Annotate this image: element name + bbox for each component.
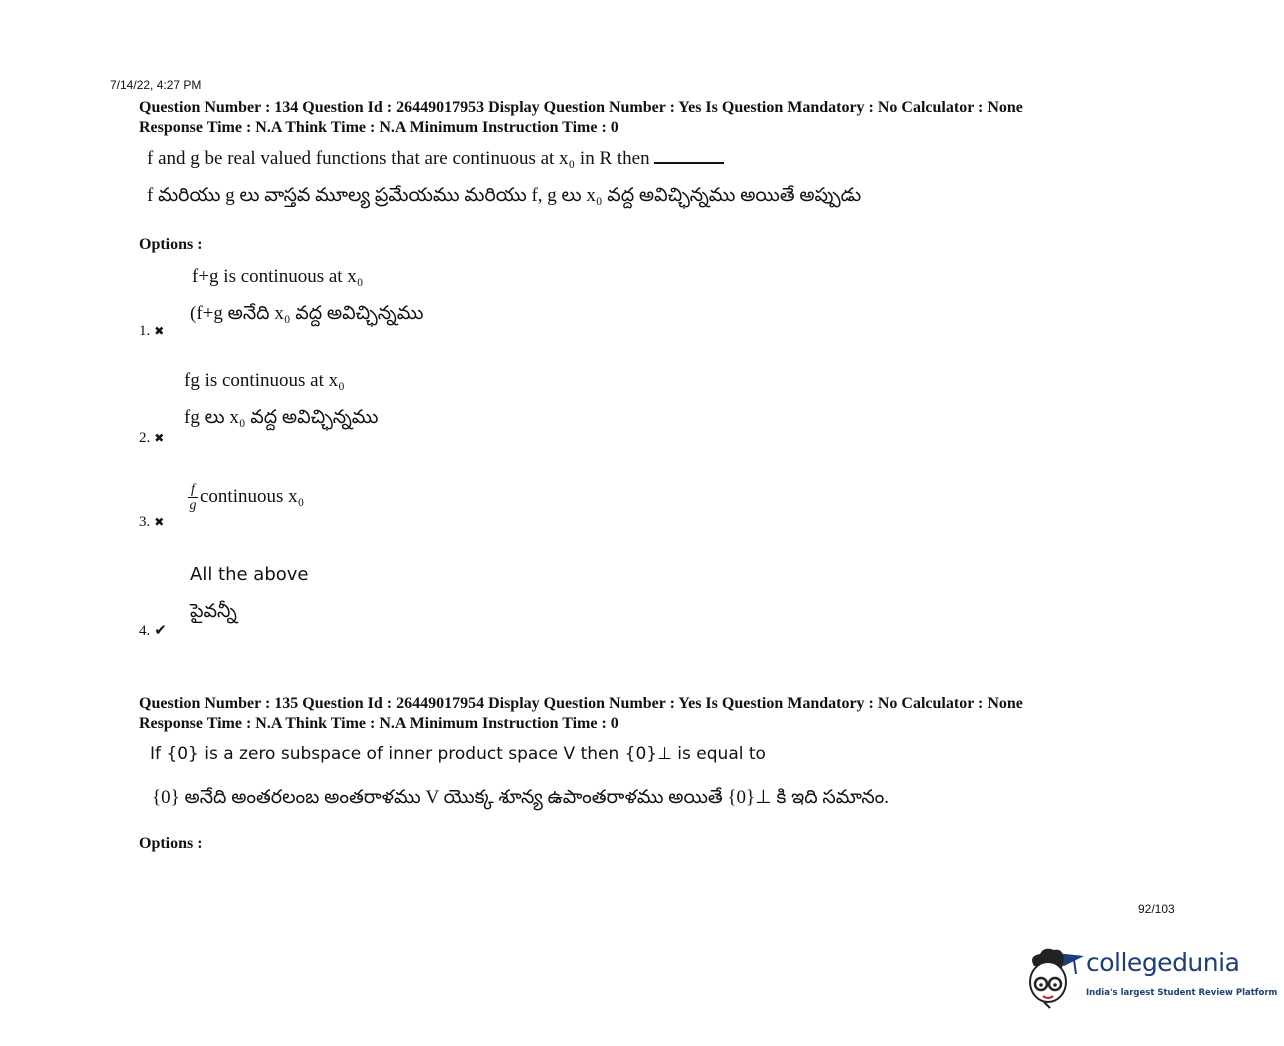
fraction-f-over-g: $\frac{f}{g}$ <box>189 482 197 513</box>
meta-line-1: Question Number : 134 Question Id : 26449017953 Display Question Number : Yes Is Question Mandatory : No Calculator : None <box>139 99 1023 116</box>
meta-line-1: Question Number : 135 Question Id : 26449017954 Display Question Number : Yes Is Question Mandatory : No Calculator : None <box>139 695 1023 712</box>
cross-icon: ✖ <box>154 515 165 529</box>
question-text-te: {0} అనేది అంతరలంబ అంతరాళము V యొక్క శూన్య ఉపాంతరాళము అయితే {0}⊥ కి ఇది సమానం. <box>152 787 890 808</box>
option-3-number: 3. ✖ <box>139 514 165 530</box>
meta-line-2: Response Time : N.A Think Time : N.A Minimum Instruction Time : 0 <box>139 119 619 136</box>
option-4-te: పైవన్నీ <box>190 601 237 622</box>
question-meta-134 <box>139 98 1023 138</box>
logo-wordmark: collegedunia <box>1086 948 1240 977</box>
check-icon: ✔ <box>154 623 167 639</box>
option-2-number: 2. ✖ <box>139 430 165 446</box>
collegedunia-logo <box>1024 938 1278 1010</box>
option-3-en: continuous x₀ <box>200 485 305 507</box>
option-1-te: (f+g అనేది x₀ వద్ద అవిచ్ఛిన్నము <box>190 303 424 324</box>
option-1-number: 1. ✖ <box>139 323 165 339</box>
option-1-en: f+g is continuous at x₀ <box>192 266 364 287</box>
mascot-icon <box>1024 938 1086 1010</box>
print-timestamp: 7/14/22, 4:27 PM <box>110 78 202 92</box>
question-meta-135 <box>139 694 1023 734</box>
option-2-te: fg లు x₀ వద్ద అవిచ్ఛిన్నము <box>184 407 379 428</box>
cross-icon: ✖ <box>154 431 165 445</box>
meta-line-2: Response Time : N.A Think Time : N.A Minimum Instruction Time : 0 <box>139 715 619 732</box>
question-text-te: f మరియు g లు వాస్తవ మూల్య ప్రమేయము మరియు f, g లు x₀ వద్ద అవిచ్ఛిన్నము అయితే అప్పుడు <box>147 185 862 206</box>
option-3-content <box>188 482 304 513</box>
cross-icon: ✖ <box>154 324 165 338</box>
options-label: Options : <box>139 236 203 253</box>
option-2-en: fg is continuous at x₀ <box>184 370 345 391</box>
question-text-en: f and g be real valued functions that are continuous at x₀ in R then <box>147 148 724 170</box>
answer-blank <box>654 162 724 164</box>
logo-tagline: India's largest Student Review Platform <box>1086 988 1278 998</box>
option-4-en: All the above <box>190 564 309 585</box>
option-4-number: 4. ✔ <box>139 623 167 639</box>
options-label: Options : <box>139 835 203 852</box>
page-number: 92/103 <box>1138 902 1175 916</box>
question-text-en: If {0} is a zero subspace of inner product space V then {0}⊥ is equal to <box>150 744 766 764</box>
